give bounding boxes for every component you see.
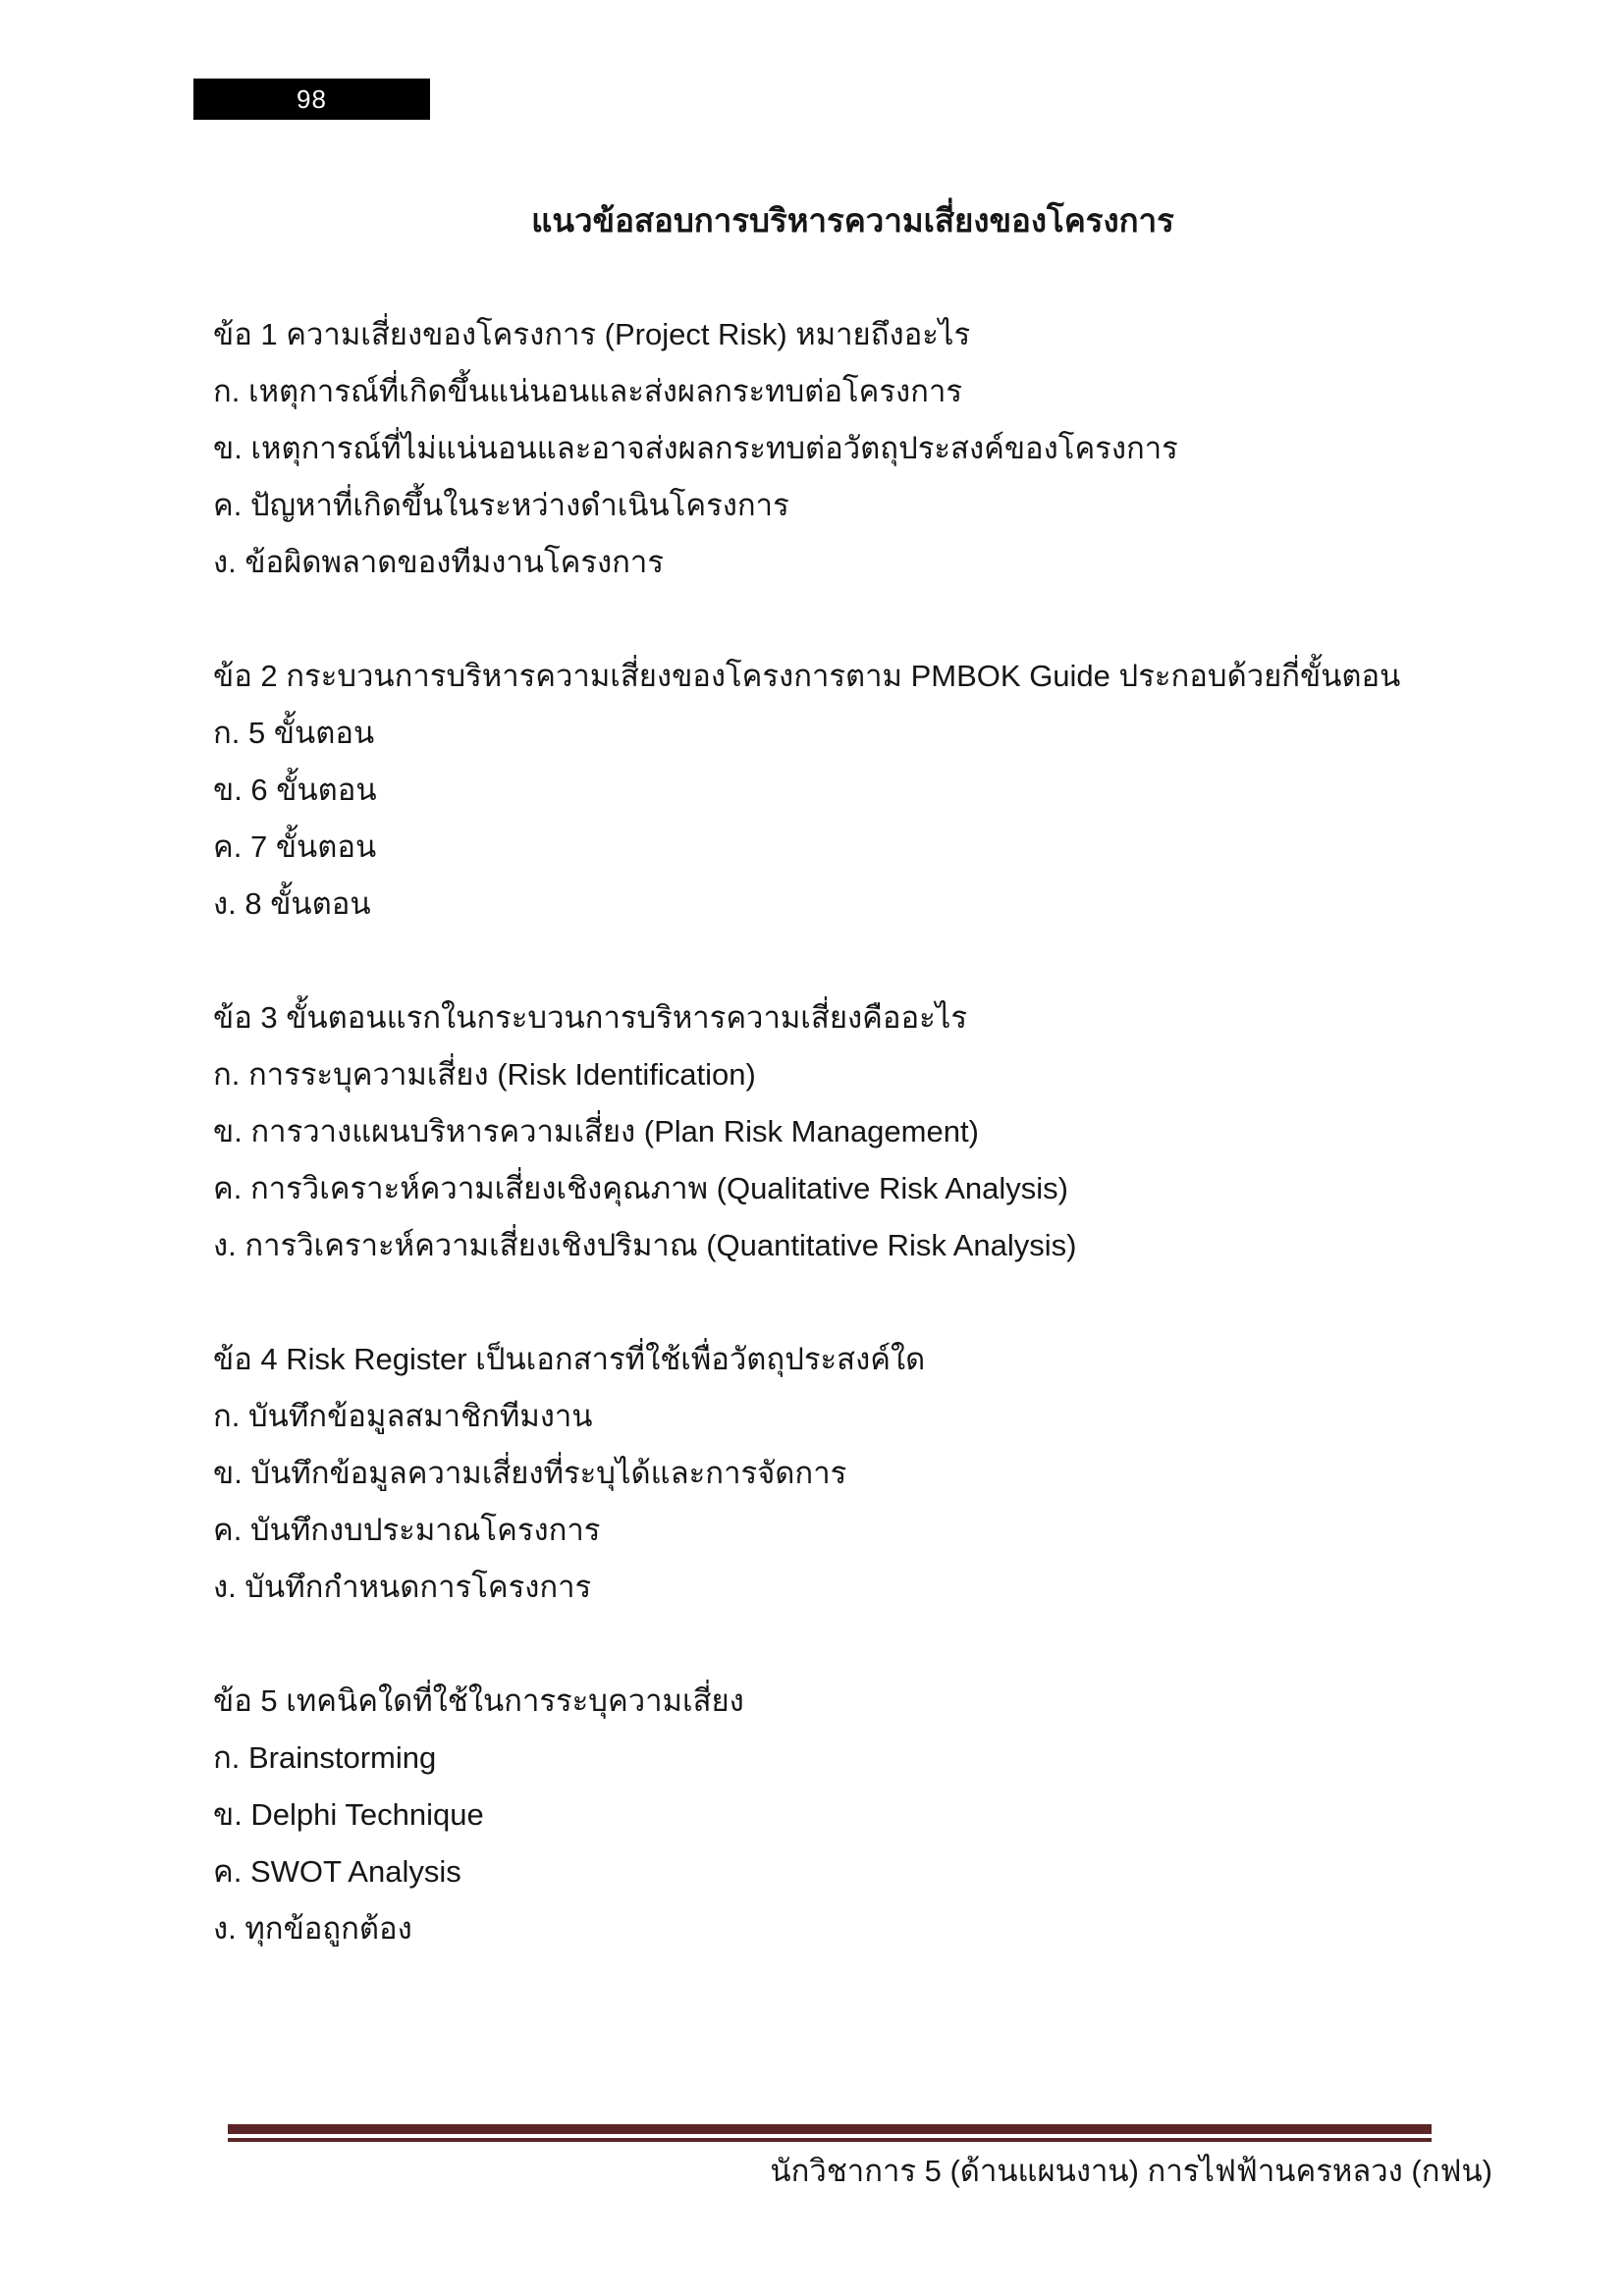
footer-rule-thin bbox=[228, 2138, 1432, 2142]
option-a: ก. บันทึกข้อมูลสมาชิกทีมงาน bbox=[213, 1399, 593, 1433]
option-b: ข. Delphi Technique bbox=[213, 1797, 484, 1832]
footer-rule-thick bbox=[228, 2124, 1432, 2134]
question-text: ข้อ 5 เทคนิคใดที่ใช้ในการระบุความเสี่ยง bbox=[213, 1683, 744, 1718]
option-d: ง. บันทึกกำหนดการโครงการ bbox=[213, 1570, 592, 1604]
question-list bbox=[213, 306, 1509, 2014]
option-b: ข. บันทึกข้อมูลความเสี่ยงที่ระบุได้และการจัดการ bbox=[213, 1456, 847, 1490]
option-d: ง. การวิเคราะห์ความเสี่ยงเชิงปริมาณ (Quantitative Risk Analysis) bbox=[213, 1228, 1077, 1262]
option-b: ข. 6 ขั้นตอน bbox=[213, 773, 377, 807]
option-a: ก. Brainstorming bbox=[213, 1740, 437, 1775]
option-d: ง. ทุกข้อถูกต้อง bbox=[213, 1911, 412, 1946]
option-b: ข. เหตุการณ์ที่ไม่แน่นอนและอาจส่งผลกระทบต่อวัตถุประสงค์ของโครงการ bbox=[213, 431, 1178, 465]
question-text: ข้อ 3 ขั้นตอนแรกในกระบวนการบริหารความเสี่ยงคืออะไร bbox=[213, 1000, 967, 1035]
question-text: ข้อ 2 กระบวนการบริหารความเสี่ยงของโครงการตาม PMBOK Guide ประกอบด้วยกี่ขั้นตอน bbox=[213, 659, 1401, 693]
option-d: ง. ข้อผิดพลาดของทีมงานโครงการ bbox=[213, 545, 664, 579]
option-a: ก. เหตุการณ์ที่เกิดขึ้นแน่นอนและส่งผลกระทบต่อโครงการ bbox=[213, 374, 963, 408]
question-text: ข้อ 4 Risk Register เป็นเอกสารที่ใช้เพื่อวัตถุประสงค์ใด bbox=[213, 1342, 926, 1376]
option-b: ข. การวางแผนบริหารความเสี่ยง (Plan Risk Management) bbox=[213, 1114, 979, 1148]
document-title: แนวข้อสอบการบริหารความเสี่ยงของโครงการ bbox=[531, 202, 1174, 239]
option-c: ค. SWOT Analysis bbox=[213, 1854, 461, 1889]
option-a: ก. 5 ขั้นตอน bbox=[213, 716, 375, 750]
option-c: ค. บันทึกงบประมาณโครงการ bbox=[213, 1513, 601, 1547]
option-a: ก. การระบุความเสี่ยง (Risk Identification) bbox=[213, 1057, 756, 1092]
page-number: 98 bbox=[297, 83, 327, 114]
page-number-badge bbox=[193, 79, 430, 120]
option-c: ค. ปัญหาที่เกิดขึ้นในระหว่างดำเนินโครงการ bbox=[213, 488, 789, 522]
option-c: ค. การวิเคราะห์ความเสี่ยงเชิงคุณภาพ (Qualitative Risk Analysis) bbox=[213, 1171, 1068, 1205]
footer-text: นักวิชาการ 5 (ด้านแผนงาน) การไฟฟ้านครหลวง (กฟน) bbox=[770, 2154, 1492, 2188]
question-block-5 bbox=[213, 1673, 1509, 1957]
option-c: ค. 7 ขั้นตอน bbox=[213, 829, 377, 864]
question-block-4 bbox=[213, 1331, 1509, 1616]
question-block-1 bbox=[213, 306, 1509, 591]
question-block-3 bbox=[213, 989, 1509, 1274]
option-d: ง. 8 ขั้นตอน bbox=[213, 886, 371, 921]
question-block-2 bbox=[213, 648, 1509, 933]
question-text: ข้อ 1 ความเสี่ยงของโครงการ (Project Risk) หมายถึงอะไร bbox=[213, 317, 971, 351]
